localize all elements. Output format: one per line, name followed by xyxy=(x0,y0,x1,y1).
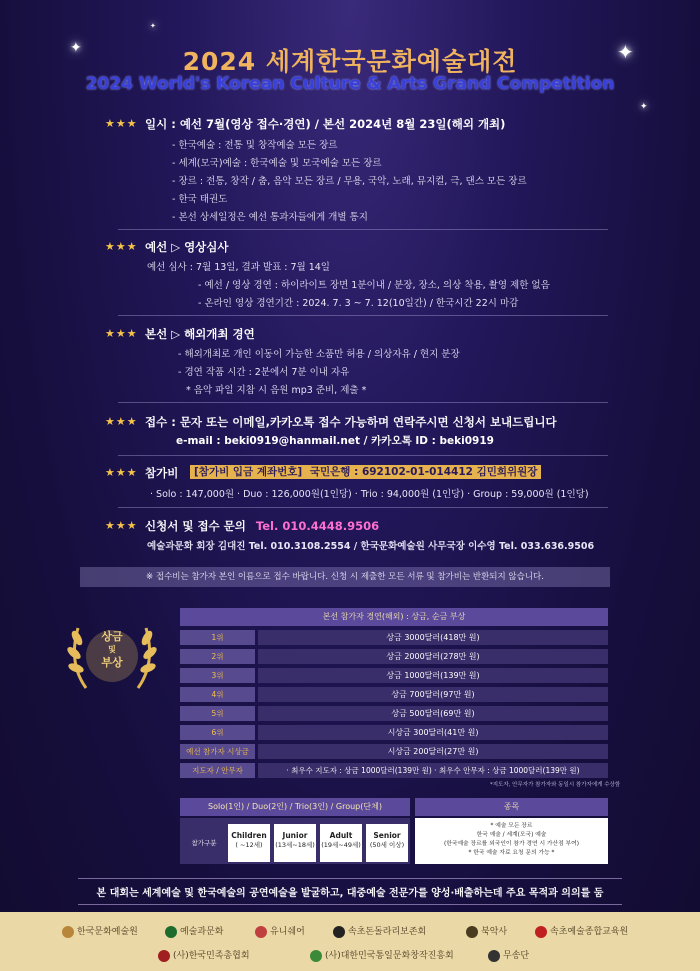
account-number: 국민은행 : 692102-01-014412 김민희위원장 xyxy=(306,465,542,479)
sponsor-logo xyxy=(466,924,507,938)
stars-icon: ★★★ xyxy=(105,519,138,532)
divider xyxy=(118,229,608,230)
sponsor-name: 무송단 xyxy=(503,951,530,961)
divider xyxy=(118,455,608,456)
prize-amount: 상금 3000달러(418만 원) xyxy=(258,630,608,645)
sponsor-name: 속초돈돌라리보존회 xyxy=(348,927,427,937)
contact-line: e-mail : beki0919@hanmail.net / 카카오톡 ID : beki0919 xyxy=(176,435,494,447)
prize-amount: 시상금 300달러(41만 원) xyxy=(258,725,608,740)
sponsor-logo xyxy=(158,948,250,962)
org-icon xyxy=(466,926,478,938)
inquiry-line: 예술과문화 회장 김대진 Tel. 010.3108.2554 / 한국문화예술원 사무국장 이수영 Tel. 033.636.9506 xyxy=(147,541,595,552)
schedule-line: - 한국예술 : 전통 및 창작예술 모든 장르 xyxy=(172,140,338,151)
page-subtitle: 2024 World's Korean Culture & Arts Grand Competition xyxy=(85,74,615,94)
genre-header: 종목 xyxy=(415,798,608,816)
stars-icon: ★★★ xyxy=(105,327,138,340)
sponsor-logo xyxy=(488,948,529,962)
final-line: * 음악 파일 지참 시 음원 mp3 준비, 제출 * xyxy=(186,385,367,396)
schedule-line: - 세계(모국)예술 : 한국예술 및 모국예술 모든 장르 xyxy=(172,158,382,169)
sponsor-name: 속초예술종합교육원 xyxy=(550,927,629,937)
org-icon xyxy=(255,926,267,938)
stars-icon: ★★★ xyxy=(105,415,138,428)
category-junior xyxy=(274,824,316,862)
org-icon xyxy=(62,926,74,938)
preliminary-title: 예선 ▷ 영상심사 xyxy=(145,240,229,254)
fee-title: 참가비 xyxy=(145,466,179,480)
sponsor-footer xyxy=(0,912,700,971)
inquiry-title xyxy=(145,518,379,534)
final-title: 본선 ▷ 해외개최 경연 xyxy=(145,327,255,341)
category-senior xyxy=(366,824,408,862)
sparkle-icon: ✦ xyxy=(150,22,156,30)
org-icon xyxy=(158,950,170,962)
account-label: [참가비 입금 계좌번호] xyxy=(190,465,306,479)
prize-amount: 상금 700달러(97만 원) xyxy=(258,687,608,702)
prize-amount: 상금 500달러(69만 원) xyxy=(258,706,608,721)
prize-amount: 상금 2000달러(278만 원) xyxy=(258,649,608,664)
genre-box xyxy=(415,818,608,864)
medal-text-top: 상금 xyxy=(101,630,123,643)
genre-line: * 예술 모든 장르 xyxy=(490,823,533,829)
medal-text-mid: 및 xyxy=(108,645,116,654)
final-line: - 해외개최로 개인 이동이 가능한 소품만 허용 / 의상자유 / 현지 분장 xyxy=(178,349,460,360)
stars-icon: ★★★ xyxy=(105,466,138,479)
sponsor-name: (사)한국민족총협회 xyxy=(173,951,250,961)
final-line: - 경연 작품 시간 : 2분에서 7분 이내 자유 xyxy=(178,367,350,378)
schedule-title: 일시 : 예선 7월(영상 접수·경연) / 본선 2024년 8월 23일(해외 개최) xyxy=(145,117,506,131)
org-icon xyxy=(535,926,547,938)
category-name: Adult xyxy=(329,831,353,840)
sparkle-icon: ✦ xyxy=(617,40,634,64)
category-age: (50세 이상) xyxy=(369,841,405,849)
divider xyxy=(118,315,608,316)
inquiry-label: 신청서 및 접수 문의 xyxy=(145,519,246,533)
genre-line: (한국예술 장르를 외국인이 참가 경연 시 가산점 부여) xyxy=(443,841,580,847)
schedule-line: - 본선 상세일정은 예선 통과자들에게 개별 통지 xyxy=(172,212,368,223)
stars-icon: ★★★ xyxy=(105,117,138,130)
category-age: (13세~18세) xyxy=(275,841,315,849)
prize-rank: 예선 참가자 시상금 xyxy=(180,744,255,759)
sponsor-logo xyxy=(165,924,223,938)
category-name: Junior xyxy=(282,831,308,840)
preliminary-line: - 온라인 영상 경연기간 : 2024. 7. 3 ~ 7. 12(10일간) / 한국시간 22시 마감 xyxy=(198,298,519,309)
sponsor-name: 한국문화예술원 xyxy=(77,927,138,937)
sponsor-name: 북악사 xyxy=(481,927,508,937)
category-age: (19세~49세) xyxy=(321,841,361,849)
category-adult xyxy=(320,824,362,862)
sponsor-logo xyxy=(535,924,628,938)
category-name: Children xyxy=(231,831,267,840)
sponsor-logo xyxy=(62,924,138,938)
category-age: ( ~12세) xyxy=(235,841,263,849)
schedule-line: - 장르 : 전통, 창작 / 춤, 음악 모든 장르 / 무용, 국악, 노래, 뮤지컬, 극, 댄스 모든 장르 xyxy=(172,176,527,187)
stars-icon: ★★★ xyxy=(105,240,138,253)
sponsor-name: 유니쉐어 xyxy=(270,927,305,937)
registration-title: 접수 : 문자 또는 이메일,카카오톡 접수 가능하며 연락주시면 신청서 보내드립니다 xyxy=(145,415,557,429)
account-box xyxy=(190,464,541,479)
notice-bar: ※ 접수비는 참가자 본인 이름으로 접수 바랍니다. 신청 시 제출한 모든 서류 및 참가비는 반환되지 않습니다. xyxy=(80,567,610,587)
prize-rank: 5위 xyxy=(180,706,255,721)
medal-text-bottom: 부상 xyxy=(101,656,123,669)
preliminary-line: - 예선 / 영상 경연 : 하이라이트 장면 1분이내 / 분장, 장소, 의상 착용, 촬영 제한 없음 xyxy=(198,280,550,291)
genre-line: * 한국 예술 자료 요청 문의 가능 * xyxy=(468,850,555,856)
prize-rank: 지도자 / 안무자 xyxy=(180,763,255,778)
prize-note: *지도자, 안무자가 참가자와 동일시 참가자에게 수상함 xyxy=(490,782,621,788)
laurel-medal xyxy=(60,608,164,698)
inquiry-phone: Tel. 010.4448.9506 xyxy=(255,519,380,533)
prize-rank: 2위 xyxy=(180,649,255,664)
prize-amount: · 최우수 지도자 : 상금 1000달러(139만 원) · 최우수 안무자 : 상금 1000달러(139만 원) xyxy=(258,763,608,778)
category-name: Senior xyxy=(373,831,401,840)
sparkle-icon: ✦ xyxy=(70,40,82,56)
sponsor-name: 예술과문화 xyxy=(180,927,224,937)
divider xyxy=(118,402,608,403)
sparkle-icon: ✦ xyxy=(640,102,648,112)
sponsor-name: (사)대한민국통일문화창작진흥회 xyxy=(325,951,454,961)
prize-rank: 4위 xyxy=(180,687,255,702)
prize-rank: 3위 xyxy=(180,668,255,683)
org-icon xyxy=(310,950,322,962)
purpose-statement: 본 대회는 세계예술 및 한국예술의 공연예술을 발굴하고, 대중예술 전문가를 양성·배출하는데 주요 목적과 의의를 둠 xyxy=(78,878,622,905)
prize-amount: 상금 1000달러(139만 원) xyxy=(258,668,608,683)
page-title: 2024 세계한국문화예술대전 xyxy=(182,47,518,76)
genre-line: 한국 예술 / 세계(모국) 예술 xyxy=(476,832,547,838)
category-header: Solo(1인) / Duo(2인) / Trio(3인) / Group(단체) xyxy=(180,798,410,816)
prize-rank: 6위 xyxy=(180,725,255,740)
prize-rank: 1위 xyxy=(180,630,255,645)
org-icon xyxy=(488,950,500,962)
sponsor-logo xyxy=(333,924,426,938)
category-label: 참가구분 xyxy=(191,839,217,847)
sponsor-logo xyxy=(255,924,305,938)
category-children xyxy=(228,824,270,862)
schedule-line: - 한국 태권도 xyxy=(172,194,228,205)
divider xyxy=(118,507,608,508)
fee-list: · Solo : 147,000원 · Duo : 126,000원(1인당) · Trio : 94,000원 (1인당) · Group : 59,000원 (1인당) xyxy=(150,489,589,500)
org-icon xyxy=(165,926,177,938)
preliminary-sub: 예선 심사 : 7월 13일, 결과 발표 : 7월 14일 xyxy=(147,262,330,273)
org-icon xyxy=(333,926,345,938)
sponsor-logo xyxy=(310,948,454,962)
prize-header: 본선 참가자 경연(해외) : 상금, 순금 부상 xyxy=(180,608,608,626)
prize-amount: 시상금 200달러(27만 원) xyxy=(258,744,608,759)
